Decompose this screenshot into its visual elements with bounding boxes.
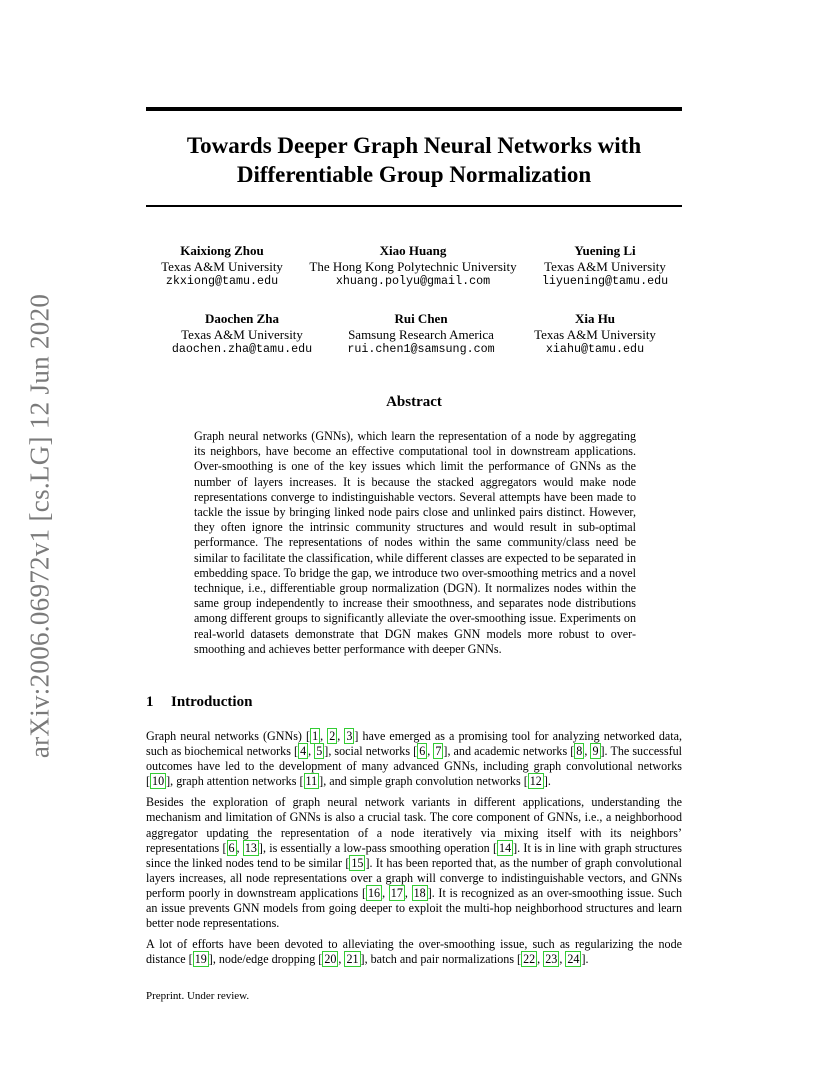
citation-link[interactable]: 18 [413, 885, 426, 900]
citation-link[interactable]: 17 [390, 885, 403, 900]
citation-link[interactable]: 21 [346, 952, 359, 967]
author-email[interactable]: xhuang.polyu@gmail.com [335, 274, 491, 288]
author-name: Xia Hu [574, 311, 616, 326]
author-block [309, 243, 516, 290]
arxiv-stamp[interactable]: arXiv:2006.06972v1 [cs.LG] 12 Jun 2020 [24, 293, 55, 759]
author-block [347, 311, 494, 358]
citation-link[interactable]: 15 [351, 855, 364, 870]
author-affiliation: Texas A&M University [534, 326, 656, 342]
author-block [172, 311, 312, 358]
introduction-body [146, 729, 682, 973]
section-heading [146, 694, 252, 711]
citation-link[interactable]: 23 [545, 952, 558, 967]
paper-title [146, 131, 682, 189]
section-number: 1 [146, 694, 154, 710]
author-email[interactable]: daochen.zha@tamu.edu [171, 342, 313, 356]
author-email[interactable]: zkxiong@tamu.edu [165, 274, 279, 288]
citation-link[interactable]: 22 [523, 952, 536, 967]
citation-link[interactable]: 12 [529, 774, 542, 789]
title-bottom-rule [146, 205, 682, 207]
author-affiliation: The Hong Kong Polytechnic University [309, 258, 517, 274]
citation-link[interactable]: 1 [312, 729, 319, 743]
citation-link[interactable]: 6 [419, 744, 426, 759]
section-title: Introduction [171, 694, 253, 710]
title-top-rule [146, 107, 682, 111]
author-name: Daochen Zha [204, 311, 280, 326]
author-affiliation: Texas A&M University [544, 258, 666, 274]
title-line-2: Differentiable Group Normalization [236, 162, 592, 187]
author-block [161, 243, 283, 290]
citation-link[interactable]: 16 [367, 885, 381, 900]
abstract-heading: Abstract [386, 394, 442, 410]
citation-link[interactable]: 3 [346, 729, 353, 743]
citation-link[interactable]: 10 [152, 774, 165, 789]
citation-link[interactable]: 7 [435, 744, 442, 759]
author-name: Rui Chen [394, 311, 448, 326]
author-affiliation: Texas A&M University [161, 258, 283, 274]
author-affiliation: Texas A&M University [181, 326, 303, 342]
author-block [534, 311, 656, 358]
citation-link[interactable]: 5 [316, 744, 323, 759]
intro-paragraph-2: Besides the exploration of graph neural network variants in different applications, understanding the mechanism and limitation of GNNs is also a crucial task. The core component of GNNs, i.e., a neighborhood aggregator updating the representation of a node iteratively via mixing itself with its neighbors’ representations [ 6 , 13 ], is essentially a low-pass smoothing operation [ 14 ]. It is in line with graph structures since the linked nodes tend to be similar [ 15 ]. It has been reported that, as the number of graph convolutional layers increases, all node representations over a graph will converge to indistinguishable vectors, and GNNs perform poorly in downstream applications [ 16 , 17 , 18 ]. It is recognized as an over-smoothing issue. Such an issue prevents GNN models from going deeper to exploit the multi-hop neighborhood structures and learn better node representations. [146, 795, 682, 931]
citation-link[interactable]: 24 [567, 952, 580, 967]
citation-link[interactable]: 9 [592, 744, 599, 759]
abstract-text: Graph neural networks (GNNs), which learn the representation of a node by aggregating its neighbors, have become an effective computational tool in downstream applications. Over-smoothing is one of the key issues which limit the performance of GNNs as the number of layers increases. It is because the stacked aggregators would make node representations converge to indistinguishable vectors. Several attempts have been made to tackle the issue by bringing linked node pairs close and unlinked pairs distinct. However, they often ignore the intrinsic community structures and would result in sub-optimal performance. The representations of nodes within the same community/class need be similar to facilitate the classification, while different classes are expected to be separated in embedding space. To bridge the gap, we introduce two over-smoothing metrics and a novel technique, i.e., differentiable group normalization (DGN). It normalizes nodes within the same group independently to increase their smoothness, and separates node distributions among different groups to significantly alleviate the over-smoothing issue. Experiments on real-world datasets demonstrate that DGN makes GNN models more robust to over-smoothing and achieves better performance with deeper GNNs. [194, 429, 636, 656]
intro-paragraph-3: A lot of efforts have been devoted to alleviating the over-smoothing issue, such as regularizing the node distance [ 19 ], node/edge dropping [ 20 , 21 ], batch and pair normalizations [ 22 , 23 , 24 ]. [146, 937, 682, 967]
author-affiliation: Samsung Research America [348, 326, 494, 342]
author-name: Kaixiong Zhou [180, 243, 264, 258]
author-name: Xiao Huang [379, 243, 447, 258]
author-block [542, 243, 668, 290]
citation-link[interactable]: 6 [228, 840, 235, 855]
citation-link[interactable]: 8 [576, 744, 583, 759]
citation-link[interactable]: 11 [305, 774, 318, 789]
author-email[interactable]: xiahu@tamu.edu [545, 342, 645, 356]
citation-link[interactable]: 20 [324, 952, 337, 967]
footer-note: Preprint. Under review. [146, 990, 250, 1002]
intro-paragraph-1: Graph neural networks (GNNs) [ 1 , 2 , 3 ] have emerged as a promising tool for analyzing networked data, such as biochemical networks [ 4 , 5 ], social networks [ 6 , 7 ], and academic networks [ 8 , 9 ]. The successful outcomes have led to the development of many advanced GNNs, including graph convolutional networks [ 10 ], graph attention networks [ 11 ], and simple graph convolution networks [ 12 ]. [146, 729, 683, 789]
citation-link[interactable]: 4 [300, 744, 307, 759]
author-email[interactable]: rui.chen1@samsung.com [347, 342, 495, 356]
author-email[interactable]: liyuening@tamu.edu [541, 274, 669, 288]
citation-link[interactable]: 13 [244, 840, 257, 855]
citation-link[interactable]: 14 [499, 840, 512, 855]
author-name: Yuening Li [574, 243, 636, 258]
title-line-1: Towards Deeper Graph Neural Networks with [186, 133, 642, 158]
citation-link[interactable]: 19 [194, 952, 207, 967]
citation-link[interactable]: 2 [329, 729, 336, 743]
